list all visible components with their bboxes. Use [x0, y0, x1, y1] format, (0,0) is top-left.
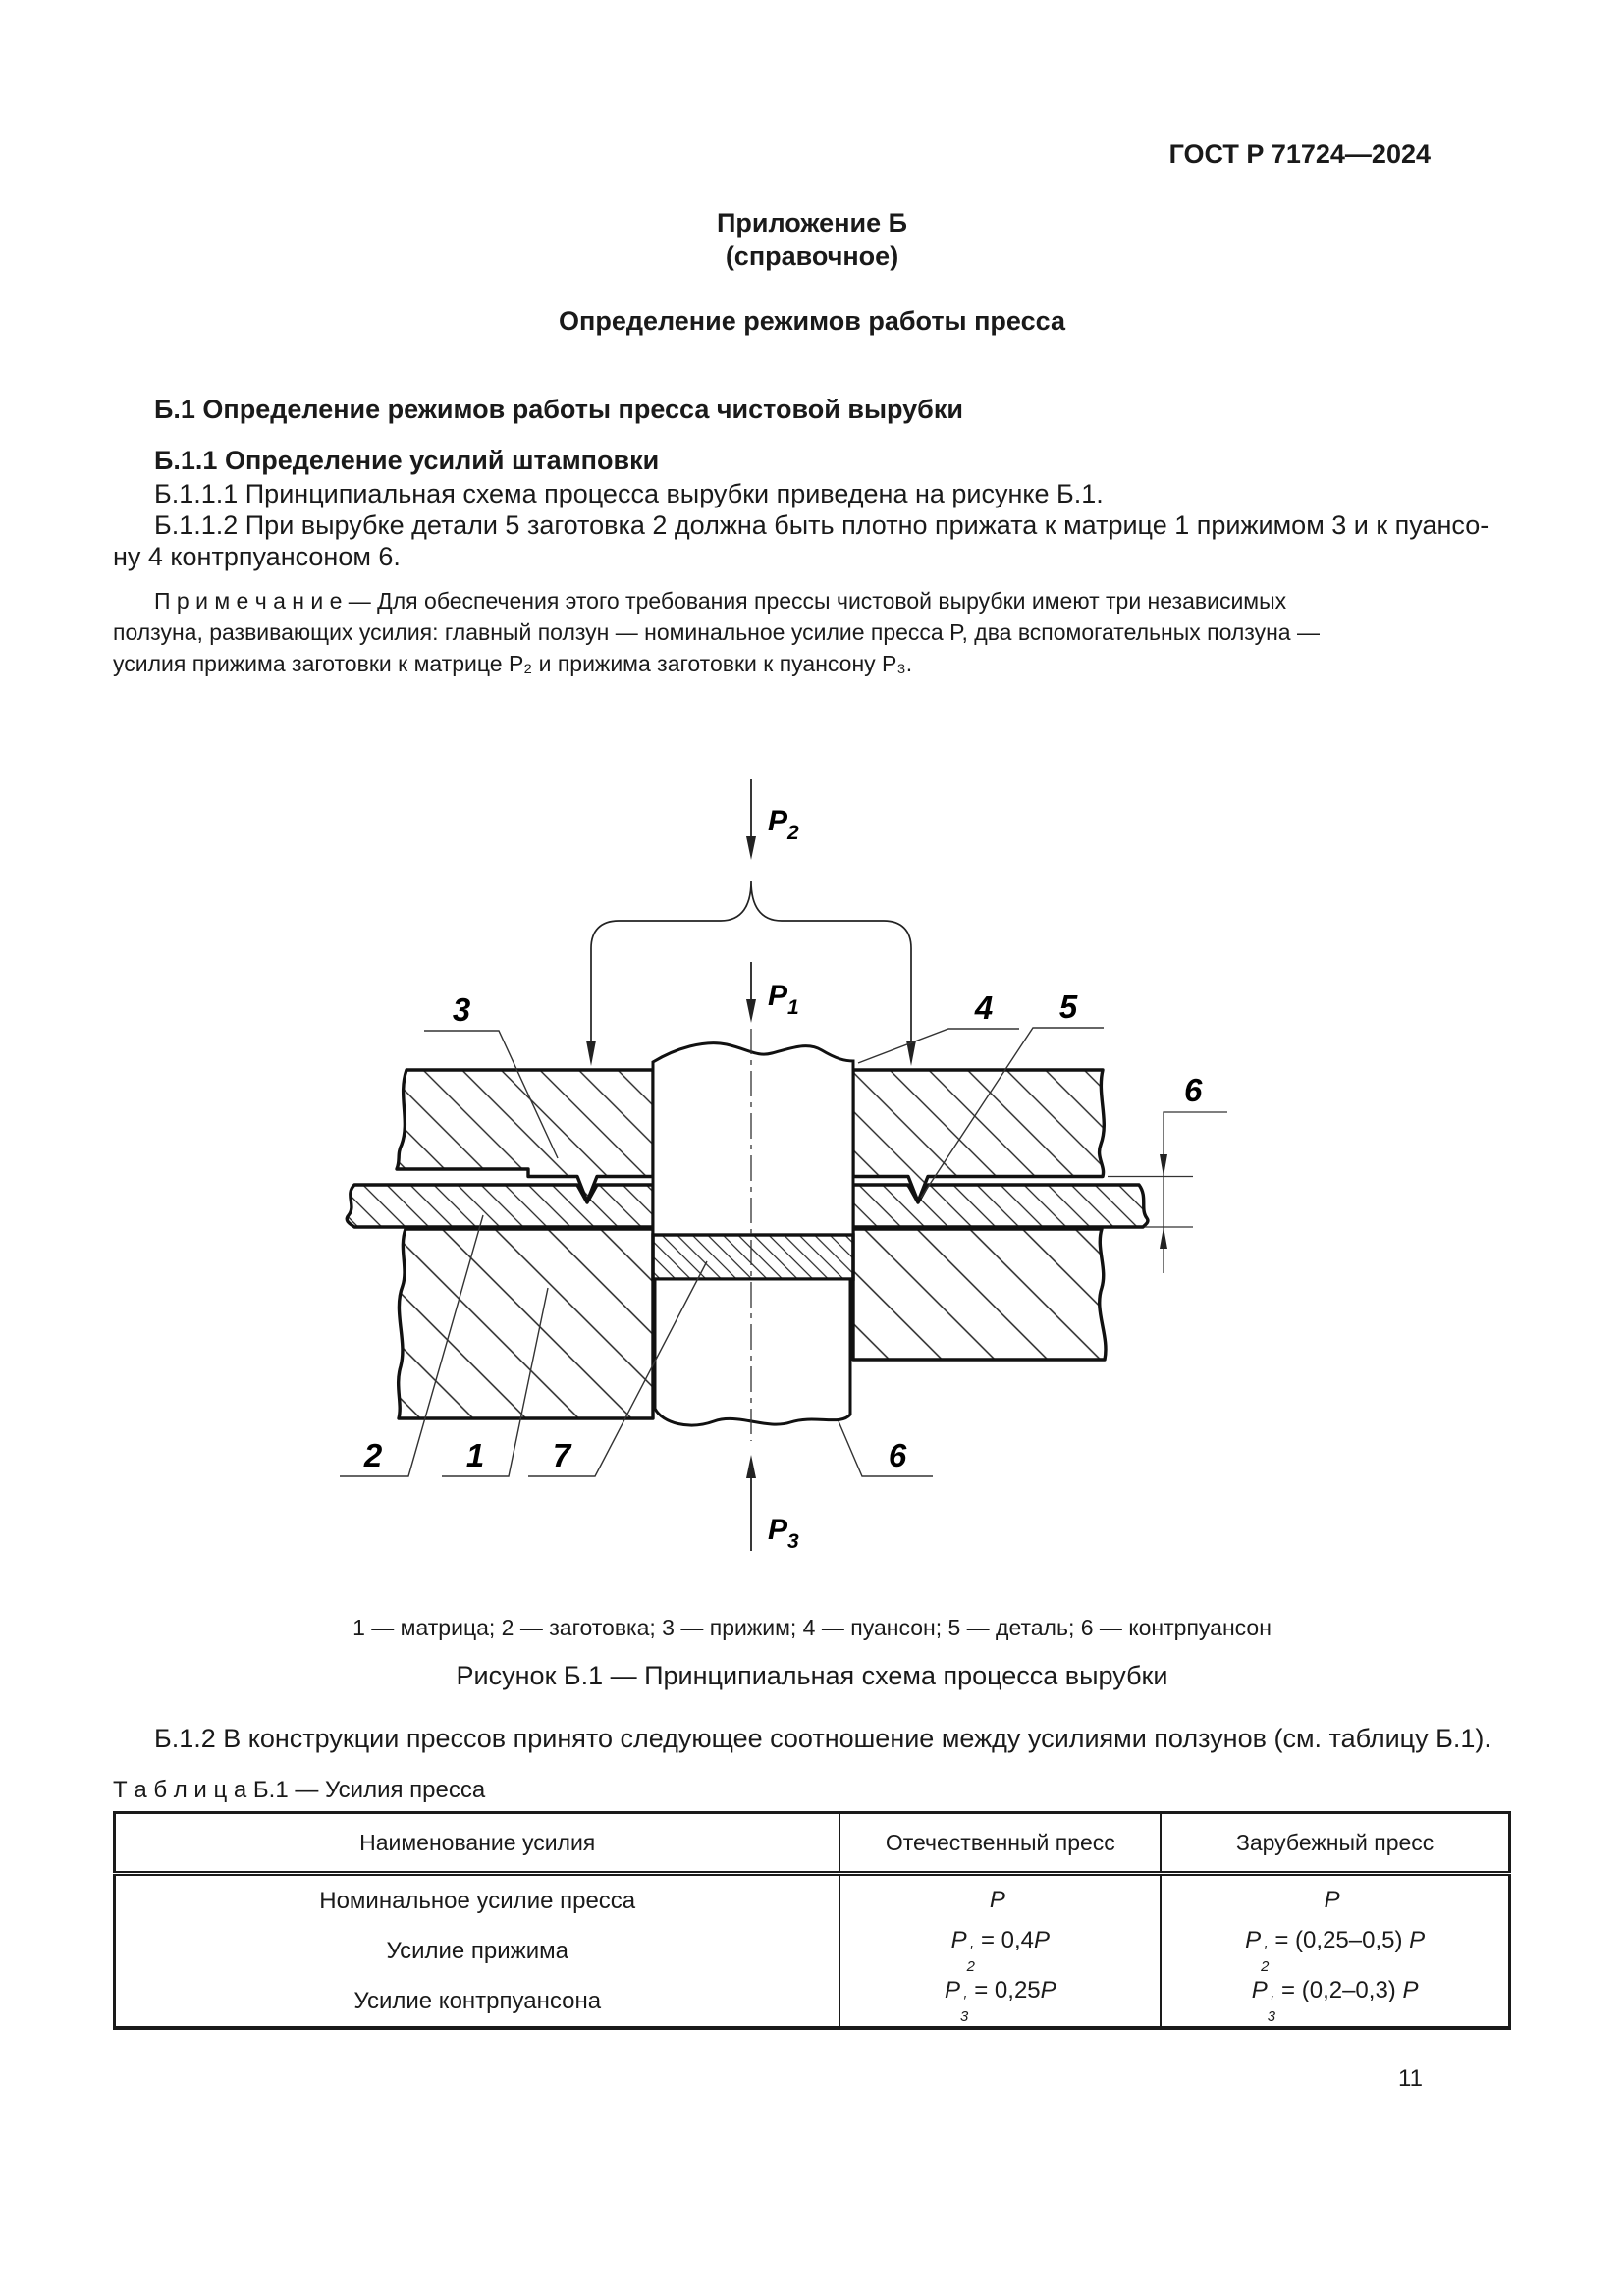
- force-p2-label: P: [768, 805, 788, 837]
- appendix-title: Определение режимов работы пресса: [559, 306, 1065, 336]
- heading-b11: Б.1.1 Определение усилий штамповки: [154, 446, 660, 475]
- formula-symbol: P: [1245, 1927, 1262, 1954]
- note-line1: П р и м е ч а н и е — Для обеспечения этого требования прессы чистовой вырубки имеют три независимых: [154, 588, 1287, 614]
- part-label-seven: 7: [552, 1437, 571, 1473]
- heading-b1: Б.1 Определение режимов работы пресса чистовой вырубки: [154, 395, 963, 424]
- blank-strip-right-shape: [853, 1185, 1148, 1227]
- col-header-foreign: Зарубежный пресс: [1161, 1813, 1509, 1874]
- part-label-blank: 2: [363, 1437, 383, 1473]
- blanking-scheme-drawing: [216, 766, 1247, 1590]
- leader-counterpunch: [839, 1421, 933, 1476]
- clamp-right-shape: [853, 1070, 1104, 1201]
- figure-caption: 1 — матрица; 2 — заготовка; 3 — прижим; 4 — пуансон; 5 — деталь; 6 — контрпуансон: [352, 1615, 1272, 1640]
- formula-prime-sub: ′ 3: [1267, 1994, 1276, 2025]
- paragraph-b112-line2: ну 4 контрпуансоном 6.: [113, 542, 401, 571]
- foreign-value-cell: [1161, 1926, 1509, 1976]
- formula-symbol: P: [989, 1886, 1005, 1913]
- table-header-row: [115, 1813, 1510, 1874]
- figure-b1: [216, 766, 1247, 1590]
- force-p3-label: P: [768, 1514, 788, 1546]
- part-label-thickness: 6: [1184, 1072, 1203, 1108]
- foreign-value-cell: [1161, 1976, 1509, 2028]
- punch-shape: [653, 1043, 853, 1235]
- part-label-matrix: 1: [465, 1437, 485, 1473]
- force-p1-sub: 1: [787, 996, 799, 1019]
- clamp-left-shape: [397, 1070, 653, 1201]
- domestic-value-cell: [839, 1874, 1161, 1927]
- formula-eq: = 0,4: [980, 1927, 1034, 1954]
- table-b1: [113, 1811, 1511, 2030]
- dim-arrow-up: [1160, 1227, 1167, 1249]
- clamp-left-arrowhead: [586, 1041, 596, 1066]
- page-number: 11: [1398, 2065, 1423, 2092]
- appendix-name: Приложение Б: [716, 208, 908, 238]
- force-p1-label: P: [768, 980, 788, 1012]
- table-row: [115, 1976, 1510, 2028]
- foreign-value-cell: [1161, 1874, 1509, 1927]
- formula-prime-sub: ′ 2: [1261, 1944, 1270, 1975]
- formula-prime-sub: ′ 3: [959, 1994, 969, 2025]
- force-name-cell: Усилие прижима: [115, 1926, 840, 1976]
- formula-prime-sub: ′ 2: [966, 1944, 975, 1975]
- force-p2-sub: 2: [787, 822, 799, 844]
- force-p3-sub: 3: [787, 1530, 799, 1553]
- domestic-value-cell: [839, 1926, 1161, 1976]
- formula-eq: = 0,25: [974, 1977, 1041, 2004]
- note-line3: усилия прижима заготовки к матрице P₂ и прижима заготовки к пуансону P₃.: [113, 651, 913, 676]
- force-p3-arrowhead: [746, 1455, 756, 1478]
- part-label-counterpunch: 6: [888, 1437, 907, 1473]
- formula-symbol: P: [1324, 1886, 1340, 1913]
- formula-tail: P: [1395, 1977, 1419, 2004]
- dim-arrow-down: [1160, 1154, 1167, 1177]
- force-name-cell: Усилие контрпуансона: [115, 1976, 840, 2028]
- note-line2: ползуна, развивающих усилия: главный ползун — номинальное усилие пресса P, два вспомогательных ползуна —: [113, 619, 1320, 645]
- force-p2-arrowhead: [746, 836, 756, 860]
- formula-tail: P: [1033, 1927, 1050, 1954]
- paragraph-b12: Б.1.2 В конструкции прессов принято следующее соотношение между усилиями ползунов (см. таблицу Б.1).: [154, 1724, 1491, 1753]
- dim-leader: [1164, 1112, 1227, 1273]
- figure-title: Рисунок Б.1 — Принципиальная схема процесса вырубки: [456, 1661, 1168, 1690]
- formula-symbol: P: [950, 1927, 967, 1954]
- leader-punch: [858, 1029, 1019, 1063]
- formula-symbol: P: [944, 1977, 960, 2004]
- part-label-detail: 5: [1058, 988, 1078, 1025]
- formula-eq: = (0,2–0,3): [1281, 1977, 1396, 2004]
- formula-eq: = (0,25–0,5): [1274, 1927, 1403, 1954]
- table-row: [115, 1874, 1510, 1927]
- domestic-value-cell: [839, 1976, 1161, 2028]
- formula-tail: P: [1402, 1927, 1426, 1954]
- counterpunch-shape: [655, 1279, 850, 1425]
- table-row: [115, 1926, 1510, 1976]
- part-label-punch: 4: [974, 989, 994, 1026]
- formula-symbol: P: [1251, 1977, 1268, 2004]
- matrix-right-shape: [853, 1229, 1106, 1360]
- standard-designation: ГОСТ Р 71724—2024: [1168, 139, 1431, 169]
- matrix-left-shape: [399, 1229, 653, 1418]
- paragraph-b112-line1: Б.1.1.2 При вырубке детали 5 заготовка 2 должна быть плотно прижата к матрице 1 прижимом 3 и к пуансо-: [154, 510, 1489, 540]
- paragraph-b111: Б.1.1.1 Принципиальная схема процесса вырубки приведена на рисунке Б.1.: [154, 479, 1104, 508]
- detail-shape: [653, 1235, 853, 1279]
- formula-tail: P: [1040, 1977, 1056, 2004]
- appendix-kind: (справочное): [725, 241, 899, 271]
- force-p1-arrowhead: [746, 999, 756, 1023]
- col-header-domestic: Отечественный пресс: [839, 1813, 1161, 1874]
- col-header-force-name: Наименование усилия: [115, 1813, 840, 1874]
- part-label-clamp: 3: [452, 991, 471, 1028]
- force-name-cell: Номинальное усилие пресса: [115, 1874, 840, 1927]
- table-label: Т а б л и ц а Б.1 — Усилия пресса: [113, 1777, 486, 1803]
- blank-strip-left-shape: [347, 1185, 653, 1227]
